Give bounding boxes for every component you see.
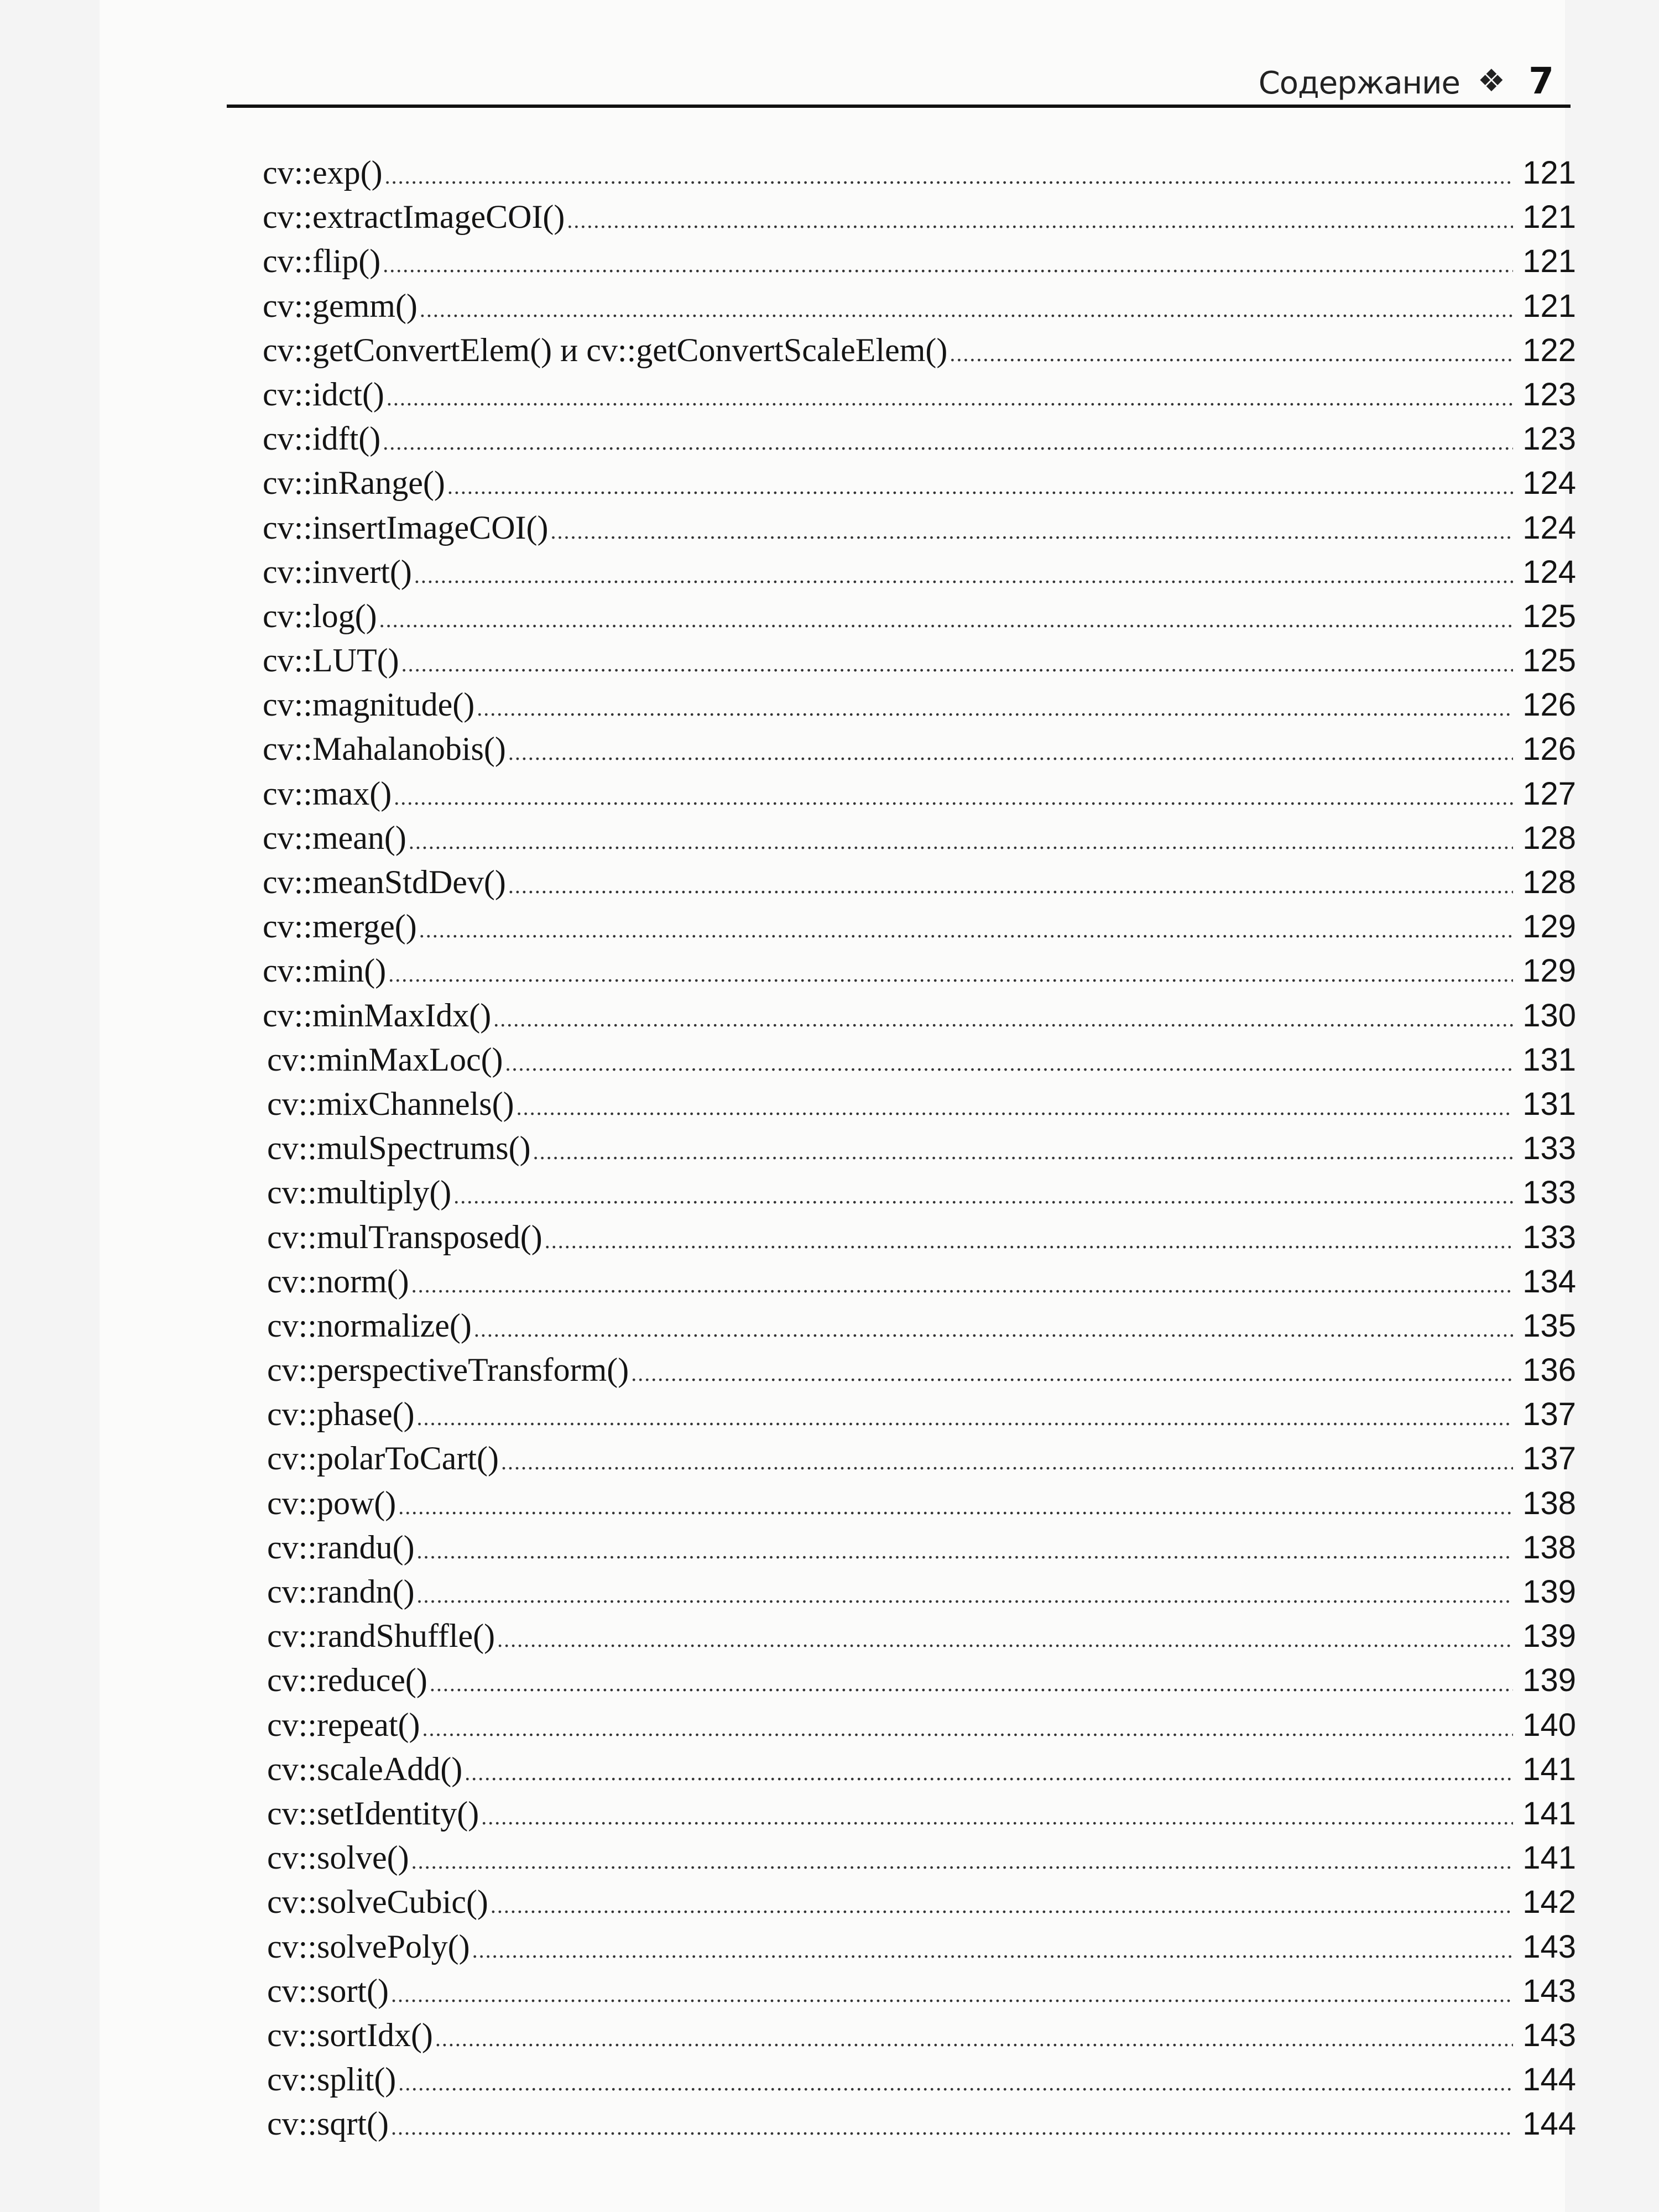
toc-entry-title: cv::mulTransposed(): [267, 1218, 542, 1255]
dot-leader: [391, 1981, 1513, 2007]
toc-entry-title: cv::solveCubic(): [267, 1884, 488, 1921]
ornament-icon: ❖: [1477, 63, 1505, 99]
dot-leader: [631, 1360, 1513, 1386]
toc-entry-page: 138: [1522, 1485, 1576, 1521]
toc-entry-page: 135: [1522, 1307, 1576, 1344]
toc-entry: [263, 2105, 1576, 2149]
toc-entry: [263, 1661, 1576, 1705]
dot-leader: [398, 2070, 1513, 2096]
dot-leader: [409, 828, 1513, 854]
toc-entry-page: 143: [1522, 1928, 1576, 1965]
toc-entry: [263, 1129, 1576, 1173]
toc-entry-page: 125: [1522, 598, 1576, 634]
toc-entry-page: 137: [1522, 1441, 1576, 1477]
dot-leader: [481, 1804, 1513, 1830]
toc-entry-title: cv::max(): [263, 775, 392, 812]
toc-entry-title: cv::multiply(): [267, 1174, 452, 1211]
toc-entry-page: 126: [1522, 687, 1576, 723]
toc-entry: [263, 1928, 1576, 1972]
dot-leader: [533, 1139, 1513, 1165]
toc-entry: [263, 641, 1576, 686]
toc-entry: [263, 819, 1576, 863]
toc-entry: [263, 287, 1576, 331]
toc-entry: [263, 597, 1576, 641]
toc-entry: [263, 420, 1576, 464]
dot-leader: [401, 651, 1513, 677]
toc-entry-title: cv::perspectiveTransform(): [267, 1352, 629, 1389]
toc-entry: [263, 1617, 1576, 1661]
toc-entry-title: cv::invert(): [263, 553, 412, 590]
dot-leader: [385, 163, 1513, 189]
dot-leader: [453, 1183, 1513, 1209]
dot-leader: [517, 1094, 1513, 1120]
toc-entry-title: cv::idft(): [263, 420, 381, 457]
dot-leader: [379, 607, 1513, 633]
toc-entry-page: 127: [1522, 775, 1576, 812]
toc-entry: [263, 997, 1576, 1041]
toc-entry-title: cv::scaleAdd(): [267, 1750, 463, 1787]
toc-entry-title: cv::sort(): [267, 1972, 389, 2009]
toc-entry: [263, 1839, 1576, 1883]
dot-leader: [414, 562, 1513, 588]
toc-entry-title: cv::sortIdx(): [267, 2016, 433, 2053]
toc-entry-page: 124: [1522, 509, 1576, 546]
toc-entry: [263, 242, 1576, 286]
toc-entry: [263, 686, 1576, 730]
toc-entry: [263, 2016, 1576, 2060]
toc-entry-page: 136: [1522, 1352, 1576, 1389]
toc-entry: [263, 509, 1576, 553]
toc-entry: [263, 1351, 1576, 1395]
toc-entry-title: cv::inRange(): [263, 465, 445, 502]
dot-leader: [419, 917, 1513, 943]
toc-entry: [263, 331, 1576, 375]
toc-entry: [263, 1395, 1576, 1439]
toc-entry-title: cv::phase(): [267, 1396, 415, 1433]
dot-leader: [398, 1494, 1513, 1520]
toc-entry: [263, 1573, 1576, 1617]
toc-entry-title: cv::LUT(): [263, 642, 399, 679]
toc-entry-title: cv::getConvertElem() и cv::getConvertScaleElem(): [263, 331, 948, 368]
toc-entry: [263, 1041, 1576, 1085]
toc-entry: [263, 1883, 1576, 1927]
toc-entry-title: cv::pow(): [267, 1484, 397, 1521]
dot-leader: [465, 1760, 1513, 1786]
toc-entry-title: cv::solve(): [267, 1839, 409, 1876]
toc-entry-title: cv::Mahalanobis(): [263, 731, 506, 768]
toc-entry-page: 144: [1522, 2106, 1576, 2142]
toc-entry: [263, 1173, 1576, 1218]
toc-entry-page: 140: [1522, 1707, 1576, 1743]
dot-leader: [435, 2026, 1513, 2052]
toc-entry-page: 142: [1522, 1884, 1576, 1921]
header-rule: [227, 105, 1571, 108]
toc-entry: [263, 1439, 1576, 1484]
dot-leader: [474, 1316, 1513, 1342]
dot-leader: [501, 1449, 1513, 1475]
toc-entry: [263, 730, 1576, 774]
toc-entry-page: 141: [1522, 1795, 1576, 1832]
toc-entry: [263, 1085, 1576, 1129]
toc-entry: [263, 198, 1576, 242]
dot-leader: [950, 341, 1513, 367]
toc-entry-title: cv::log(): [263, 597, 377, 634]
toc-entry-page: 123: [1522, 421, 1576, 457]
toc-entry-page: 123: [1522, 376, 1576, 413]
dot-leader: [411, 1272, 1513, 1298]
toc-entry-page: 121: [1522, 199, 1576, 236]
dot-leader: [567, 207, 1513, 233]
dot-leader: [383, 429, 1513, 455]
dot-leader: [394, 784, 1513, 810]
toc-entry-title: cv::flip(): [263, 243, 381, 280]
toc-entry: [263, 553, 1576, 597]
dot-leader: [447, 473, 1513, 499]
toc-entry-title: cv::minMaxIdx(): [263, 997, 492, 1034]
page-number: 7: [1528, 60, 1554, 102]
dot-leader: [420, 296, 1513, 322]
dot-leader: [388, 961, 1513, 987]
toc-entry-title: cv::insertImageCOI(): [263, 509, 549, 546]
toc-entry-page: 122: [1522, 332, 1576, 368]
header-title: Содержание: [1258, 65, 1460, 101]
toc-entry-title: cv::gemm(): [263, 287, 418, 324]
dot-leader: [422, 1715, 1513, 1741]
toc-entry-title: cv::randShuffle(): [267, 1618, 495, 1655]
table-of-contents: [263, 154, 1576, 2149]
toc-entry-title: cv::idct(): [263, 375, 384, 413]
toc-entry-page: 141: [1522, 1840, 1576, 1876]
toc-entry-page: 139: [1522, 1662, 1576, 1699]
toc-entry-page: 130: [1522, 997, 1576, 1034]
toc-entry: [263, 1484, 1576, 1528]
toc-entry-page: 121: [1522, 288, 1576, 324]
dot-leader: [508, 873, 1513, 899]
toc-entry-page: 138: [1522, 1529, 1576, 1566]
toc-entry-page: 128: [1522, 864, 1576, 900]
toc-entry-title: cv::extractImageCOI(): [263, 199, 565, 236]
toc-entry-title: cv::mulSpectrums(): [267, 1130, 531, 1167]
toc-entry: [263, 907, 1576, 952]
toc-entry-title: cv::split(): [267, 2061, 397, 2098]
toc-entry-page: 134: [1522, 1263, 1576, 1300]
running-header: [227, 55, 1571, 108]
dot-leader: [505, 1050, 1513, 1076]
toc-entry-title: cv::sqrt(): [267, 2105, 389, 2142]
toc-entry-page: 126: [1522, 731, 1576, 768]
toc-entry-page: 133: [1522, 1130, 1576, 1167]
dot-leader: [491, 1892, 1513, 1918]
toc-entry-page: 128: [1522, 820, 1576, 856]
toc-entry: [263, 1307, 1576, 1351]
toc-entry: [263, 1750, 1576, 1794]
toc-entry-title: cv::randn(): [267, 1573, 415, 1610]
toc-entry: [263, 375, 1576, 420]
dot-leader: [387, 385, 1513, 411]
dot-leader: [417, 1538, 1513, 1564]
toc-entry: [263, 863, 1576, 907]
book-page: [100, 0, 1576, 2212]
toc-entry: [263, 1262, 1576, 1307]
dot-leader: [508, 739, 1513, 765]
toc-entry-title: cv::setIdentity(): [267, 1794, 479, 1832]
toc-entry-title: cv::min(): [263, 952, 387, 989]
toc-entry-page: 137: [1522, 1396, 1576, 1433]
toc-entry-title: cv::repeat(): [267, 1706, 420, 1743]
toc-entry-page: 141: [1522, 1751, 1576, 1787]
toc-entry: [263, 1218, 1576, 1262]
toc-entry: [263, 2060, 1576, 2105]
dot-leader: [477, 695, 1513, 721]
toc-entry-page: 133: [1522, 1219, 1576, 1255]
toc-entry: [263, 952, 1576, 996]
toc-entry-title: cv::minMaxLoc(): [267, 1041, 503, 1078]
toc-entry-title: cv::mixChannels(): [267, 1085, 514, 1122]
toc-entry-page: 144: [1522, 2062, 1576, 2098]
dot-leader: [545, 1228, 1513, 1254]
toc-entry: [263, 775, 1576, 819]
toc-entry-page: 131: [1522, 1041, 1576, 1078]
dot-leader: [550, 518, 1513, 544]
toc-entry: [263, 154, 1576, 198]
dot-leader: [383, 252, 1513, 278]
toc-entry-page: 124: [1522, 465, 1576, 502]
dot-leader: [417, 1582, 1513, 1608]
toc-entry-page: 121: [1522, 243, 1576, 280]
toc-entry-title: cv::randu(): [267, 1528, 415, 1566]
dot-leader: [497, 1626, 1513, 1652]
toc-entry-title: cv::merge(): [263, 908, 417, 945]
toc-entry: [263, 1794, 1576, 1839]
toc-entry-title: cv::mean(): [263, 819, 406, 856]
toc-entry-page: 139: [1522, 1574, 1576, 1610]
toc-entry-title: cv::normalize(): [267, 1307, 472, 1344]
dot-leader: [472, 1937, 1513, 1963]
toc-entry-page: 129: [1522, 909, 1576, 945]
dot-leader: [411, 1848, 1513, 1874]
toc-entry-title: cv::polarToCart(): [267, 1440, 499, 1477]
toc-entry-page: 125: [1522, 643, 1576, 679]
dot-leader: [430, 1671, 1513, 1697]
toc-entry-page: 124: [1522, 554, 1576, 590]
toc-entry-page: 121: [1522, 155, 1576, 191]
dot-leader: [493, 1006, 1513, 1032]
toc-entry-page: 143: [1522, 1973, 1576, 2009]
toc-entry: [263, 1972, 1576, 2016]
toc-entry-page: 143: [1522, 2017, 1576, 2053]
toc-entry-title: cv::norm(): [267, 1262, 409, 1300]
toc-entry-title: cv::meanStdDev(): [263, 864, 506, 900]
toc-entry-title: cv::solvePoly(): [267, 1928, 470, 1965]
toc-entry-title: cv::reduce(): [267, 1662, 427, 1699]
toc-entry-page: 131: [1522, 1086, 1576, 1122]
dot-leader: [417, 1405, 1513, 1431]
toc-entry-title: cv::exp(): [263, 154, 383, 191]
toc-entry-page: 129: [1522, 953, 1576, 989]
toc-entry-page: 133: [1522, 1175, 1576, 1211]
dot-leader: [391, 2114, 1513, 2140]
toc-entry-title: cv::magnitude(): [263, 686, 475, 723]
toc-entry: [263, 1706, 1576, 1750]
toc-entry: [263, 1528, 1576, 1573]
toc-entry-page: 139: [1522, 1618, 1576, 1655]
toc-entry: [263, 464, 1576, 508]
